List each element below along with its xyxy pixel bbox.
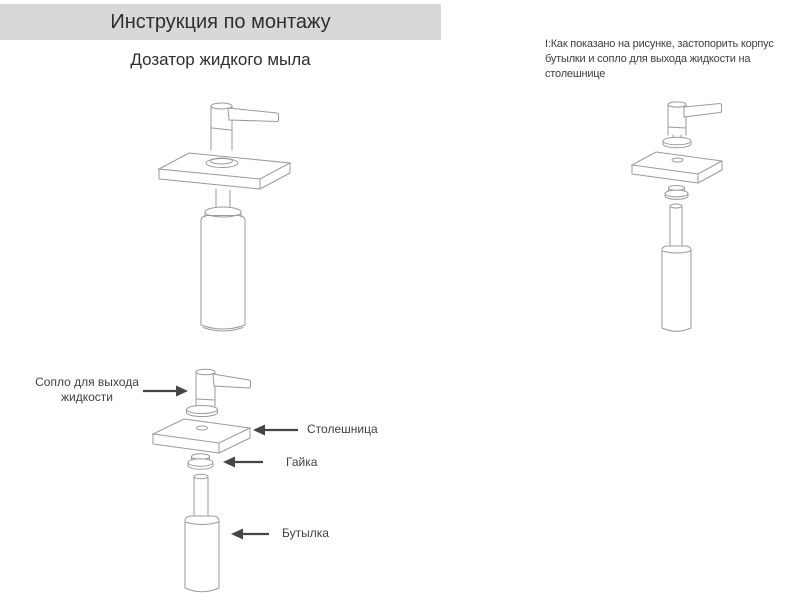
nozzle-arrow xyxy=(143,386,188,397)
countertop-plate-drawing xyxy=(632,152,722,183)
label-bottle: Бутылка xyxy=(282,526,329,540)
pump-spout xyxy=(213,374,251,388)
nut-drawing xyxy=(665,186,688,200)
pump-head-drawing xyxy=(211,103,279,150)
pump-spout xyxy=(228,108,279,122)
bottle-arrow xyxy=(231,529,269,540)
bottle-drawing xyxy=(201,189,245,331)
nut-drawing xyxy=(188,454,213,470)
exploded-dispenser-figure-left xyxy=(153,369,251,592)
pump-head-drawing xyxy=(663,102,722,148)
countertop-plate-drawing xyxy=(153,419,250,453)
assembled-dispenser-figure xyxy=(159,103,290,331)
label-nut: Гайка xyxy=(286,455,318,469)
label-countertop: Столешница xyxy=(307,422,378,436)
label-nozzle: Сопло для выхода жидкости xyxy=(35,375,139,404)
bottle-drawing xyxy=(662,204,691,331)
pump-head-drawing xyxy=(187,369,251,416)
product-title: Дозатор жидкого мыла xyxy=(130,50,311,69)
exploded-dispenser-figure-right xyxy=(632,102,722,331)
countertop-plate-drawing xyxy=(159,153,290,189)
page-title: Инструкция по монтажу xyxy=(110,11,331,33)
countertop-arrow xyxy=(253,425,298,436)
nut-arrow xyxy=(223,457,263,468)
pump-spout xyxy=(684,104,722,118)
bottle-drawing xyxy=(185,474,219,591)
instruction-text: I:Как показано на рисунке, застопорить корпус бутылки и сопло для выхода жидкости на столешнице xyxy=(545,38,774,80)
